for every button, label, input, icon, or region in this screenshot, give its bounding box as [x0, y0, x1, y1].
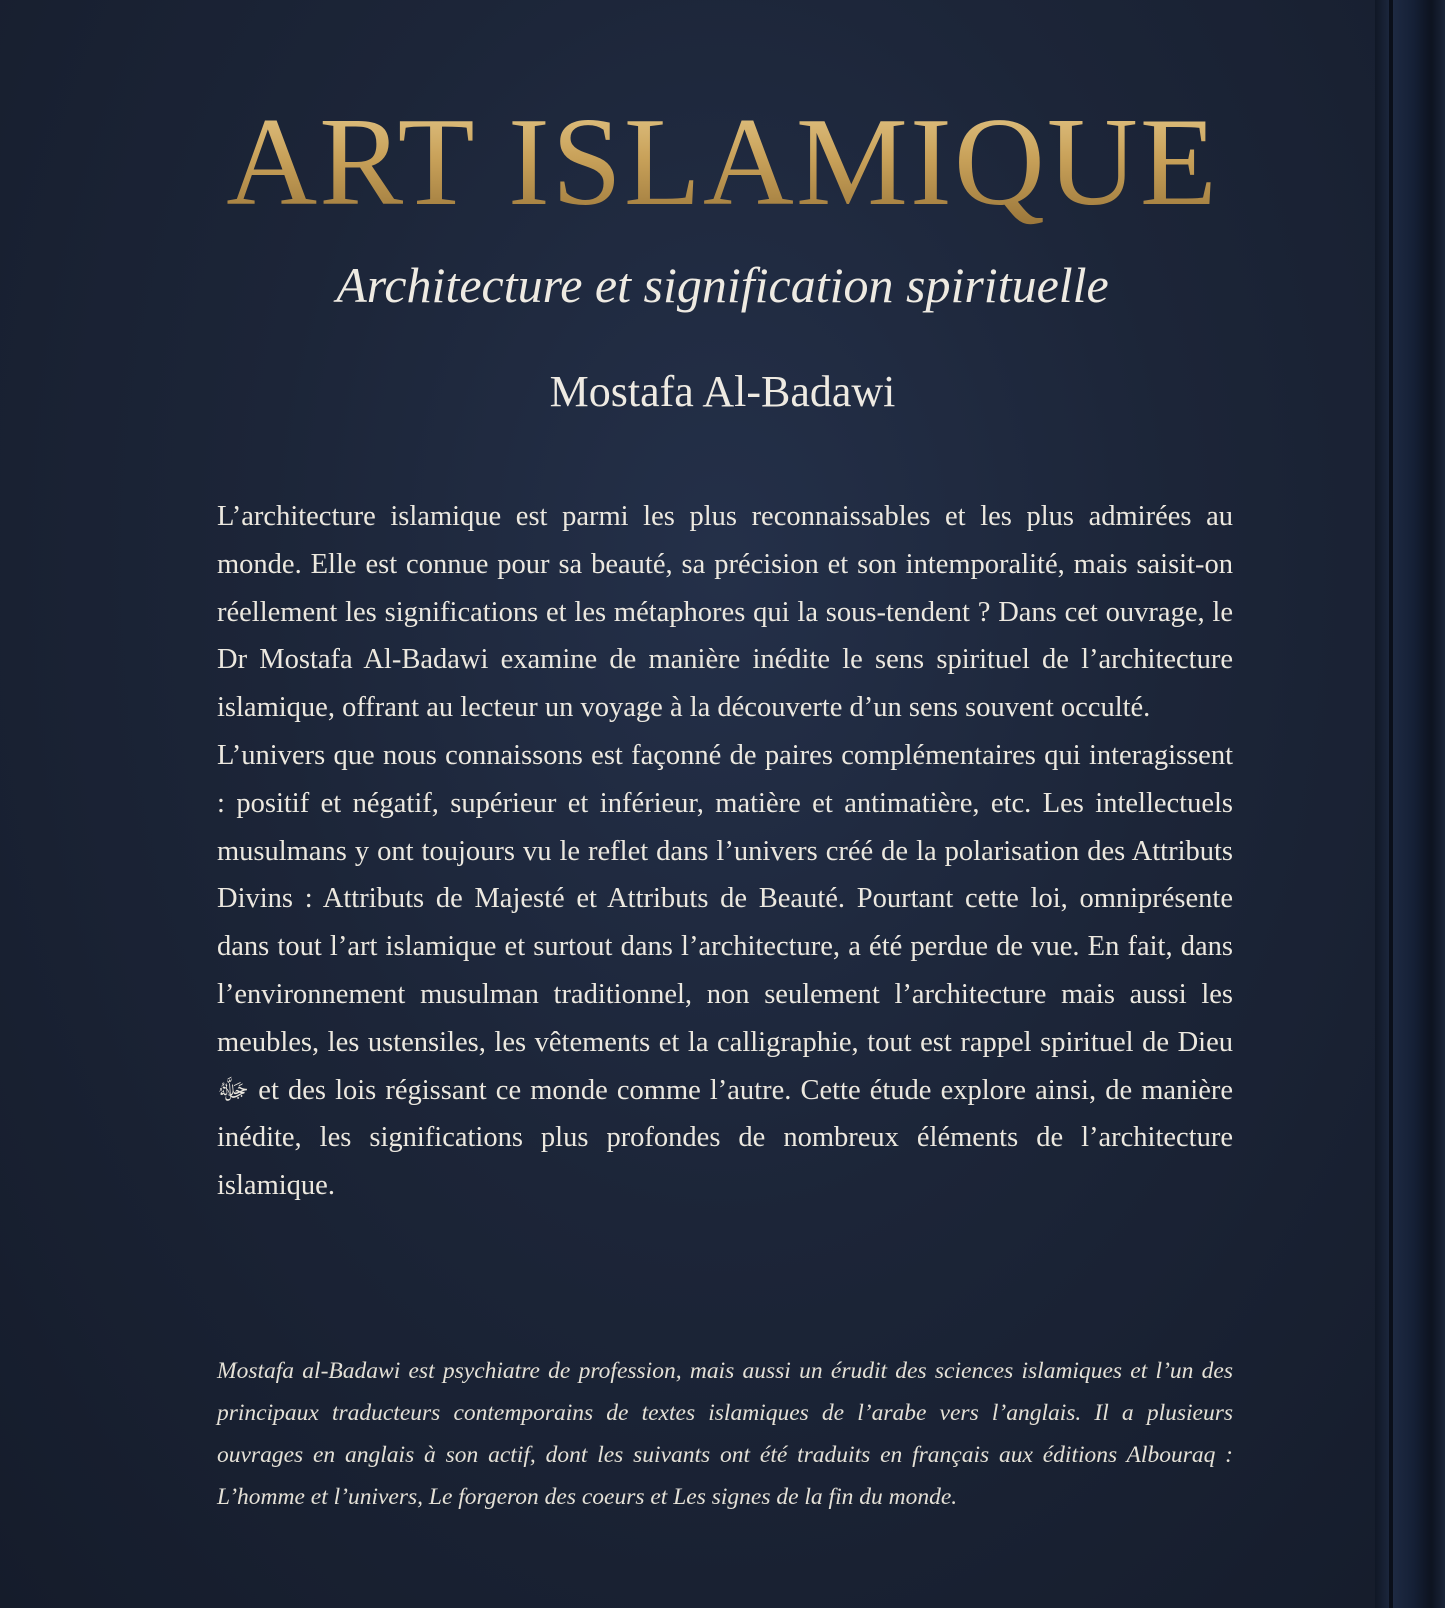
author-biography: [217, 1350, 1233, 1518]
description-paragraph-2: L’univers que nous connaissons est façonné de paires complémentaires qui interagissent : positif et négatif, supérieur et inférieur, matière et antimatière, etc. Les intellectuels musulmans y ont toujours vu le reflet dans l’univers créé de la polarisation des Attributs Divins : Attributs de Majesté et Attributs de Beauté. Pourtant cette loi, omniprésente dans tout l’art islamique et surtout dans l’architecture, a été perdue de vue. En fait, dans l’environnement musulman traditionnel, non seulement l’architecture mais aussi les meubles, les ustensiles, les vêtements et la calligraphie, tout est rappel spirituel de Dieu ﷻ et des lois régissant ce monde comme l’autre. Cette étude explore ainsi, de manière inédite, les significations plus profondes de nombreux éléments de l’architecture islamique.: [217, 739, 1233, 1202]
book-description: [217, 493, 1233, 1210]
biography-text: Mostafa al-Badawi est psychiatre de profession, mais aussi un érudit des sciences islamiques et l’un des principaux traducteurs contemporains de textes islamiques de l’arabe vers l’anglais. Il a plusieurs ouvrages en anglais à son actif, dont les suivants ont été traduits en français aux éditions Albouraq : L’homme et l’univers, Le forgeron des coeurs et Les signes de la fin du monde.: [217, 1358, 1233, 1510]
book-title: ART ISLAMIQUE: [0, 100, 1445, 226]
description-paragraph-1: L’architecture islamique est parmi les plus reconnaissables et les plus admirées au monde. Elle est connue pour sa beauté, sa précision et son intemporalité, mais saisit-on réellement les significations et les métaphores qui la sous-tendent ? Dans cet ouvrage, le Dr Mostafa Al-Badawi examine de manière inédite le sens spirituel de l’architecture islamique, offrant au lecteur un voyage à la découverte d’un sens souvent occulté.: [217, 501, 1233, 724]
book-spine-edge: [1375, 0, 1445, 1608]
author-name: Mostafa Al-Badawi: [549, 367, 896, 416]
spine-groove: [1389, 0, 1393, 1608]
book-subtitle: Architecture et signification spirituelle: [336, 257, 1109, 313]
